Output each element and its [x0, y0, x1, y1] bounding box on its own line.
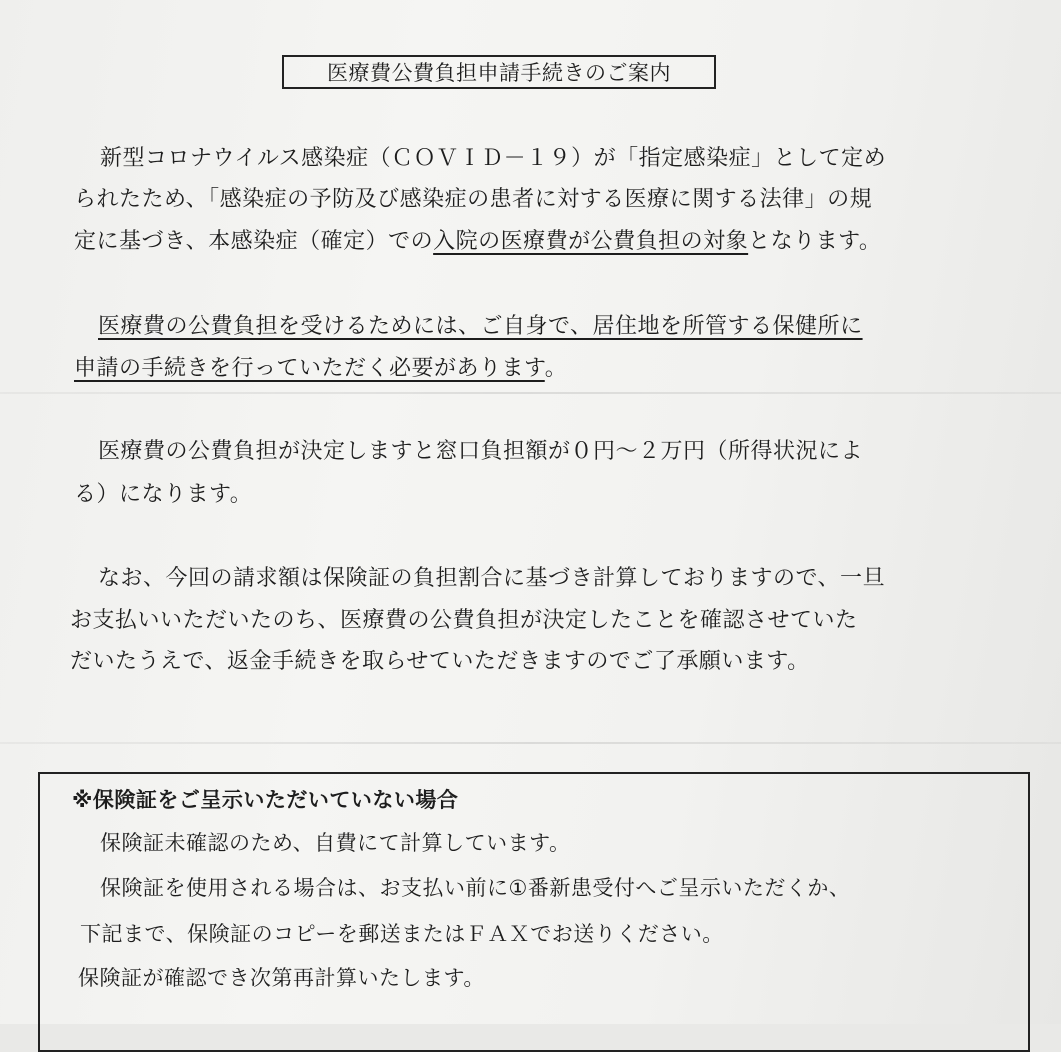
para1-line3-underlined: 入院の医療費が公費負担の対象: [433, 229, 749, 254]
notice-box: [38, 772, 1030, 1052]
para4-line3: だいたうえで、返金手続きを取らせていただきますのでご了承願います。: [70, 649, 810, 674]
para1-line1: 新型コロナウイルス感染症（ＣＯＶＩＤ－１９）が「指定感染症」として定め: [100, 146, 887, 171]
para1-line3-suffix: となります。: [748, 229, 882, 254]
notice-line3: 下記まで、保険証のコピーを郵送またはＦＡＸでお送りください。: [80, 922, 724, 946]
para2-line2-underlined: 申請の手続きを行っていただく必要があります: [74, 356, 545, 381]
para1-line3-prefix: 定に基づき、本感染症（確定）での: [74, 229, 434, 254]
notice-line1: 保険証未確認のため、自費にて計算しています。: [100, 831, 571, 855]
notice-line4: 保険証が確認でき次第再計算いたします。: [78, 966, 485, 990]
para2-line2: [74, 358, 567, 380]
para2-line2-period: 。: [544, 356, 568, 381]
notice-line2: 保険証を使用される場合は、お支払い前に①番新患受付へご呈示いただくか、: [100, 876, 851, 900]
notice-title: ※保険証をご呈示いただいていない場合: [72, 788, 459, 812]
para1-line3: [74, 231, 881, 253]
para2-line1: 医療費の公費負担を受けるためには、ご自身で、居住地を所管する保健所に: [98, 314, 863, 339]
para3-line1: 医療費の公費負担が決定しますと窓口負担額が０円～２万円（所得状況によ: [98, 439, 864, 464]
paper-fold-line: [0, 742, 1061, 744]
paper-fold-line: [0, 392, 1061, 394]
para4-line1: なお、今回の請求額は保険証の負担割合に基づき計算しておりますので、一旦: [98, 566, 886, 591]
para4-line2: お支払いいただいたのち、医療費の公費負担が決定したことを確認させていた: [70, 608, 858, 633]
para3-line2: る）になります。: [74, 482, 253, 507]
para1-line2: られたため、「感染症の予防及び感染症の患者に対する医療に関する法律」の規: [74, 187, 873, 212]
document-title: 医療費公費負担申請手続きのご案内: [282, 55, 716, 89]
